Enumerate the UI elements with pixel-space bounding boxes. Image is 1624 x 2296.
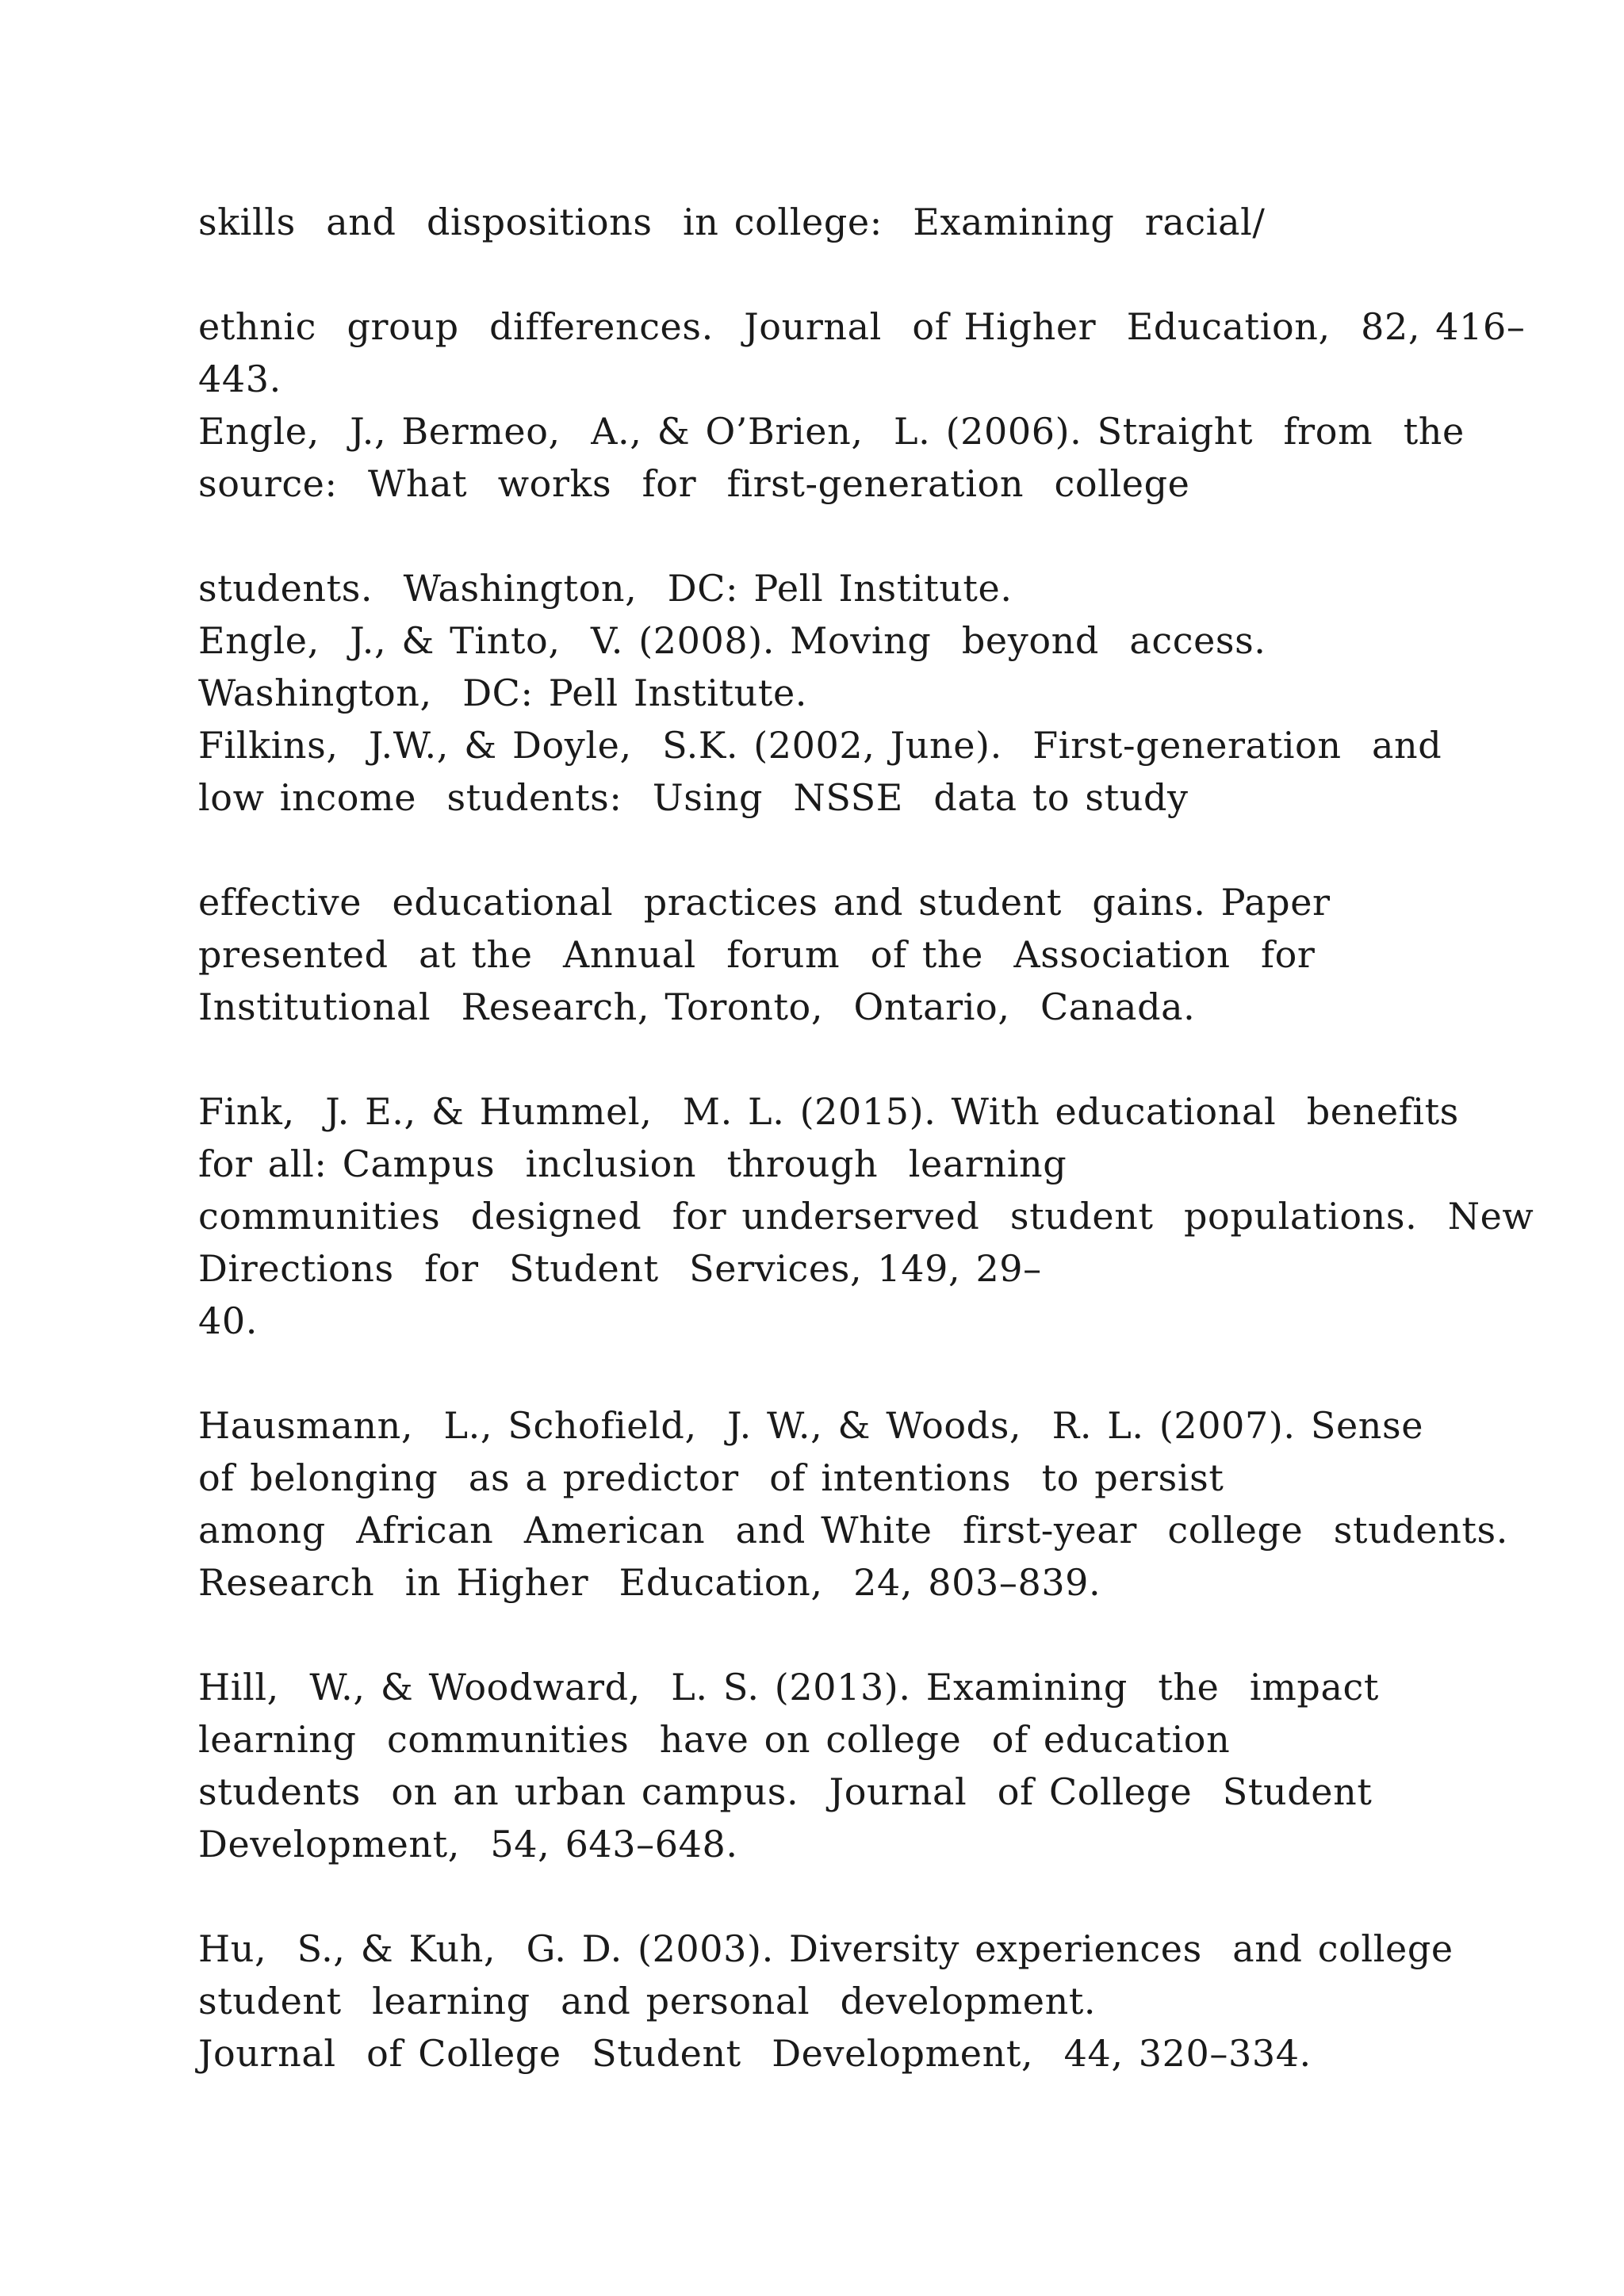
reference-line: Engle, J., & Tinto, V. (2008). Moving beyond access. [198, 619, 1266, 662]
reference-line: Journal of College Student Development, 44, 320–334. [198, 2032, 1312, 2075]
reference-line: for all: Campus inclusion through learning [198, 1142, 1067, 1185]
reference-line: students. Washington, DC: Pell Institute. [198, 567, 1013, 610]
reference-line: Research in Higher Education, 24, 803–839. [198, 1561, 1101, 1604]
reference-line: communities designed for underserved student populations. New [198, 1195, 1534, 1238]
reference-line: 443. [198, 358, 282, 400]
reference-line: skills and dispositions in college: Examining racial/ [198, 201, 1266, 243]
reference-line: students on an urban campus. Journal of College Student [198, 1770, 1373, 1813]
reference-line: presented at the Annual forum of the Association for [198, 933, 1316, 976]
reference-line: Institutional Research, Toronto, Ontario, Canada. [198, 985, 1196, 1028]
reference-line: ethnic group differences. Journal of Higher Education, 82, 416– [198, 305, 1526, 348]
reference-line: 40. [198, 1299, 258, 1342]
reference-line: effective educational practices and student gains. Paper [198, 881, 1331, 924]
reference-line: source: What works for first-generation college [198, 462, 1190, 505]
reference-line: Development, 54, 643–648. [198, 1823, 738, 1866]
reference-line: Filkins, J.W., & Doyle, S.K. (2002, June). First-generation and [198, 724, 1442, 767]
reference-line: Hausmann, L., Schofield, J. W., & Woods, R. L. (2007). Sense [198, 1404, 1424, 1447]
reference-line: among African American and White first-year college students. [198, 1509, 1508, 1552]
reference-line: student learning and personal development. [198, 1980, 1097, 2022]
reference-line: Hu, S., & Kuh, G. D. (2003). Diversity experiences and college [198, 1927, 1454, 1970]
reference-line: Engle, J., Bermeo, A., & O’Brien, L. (2006). Straight from the [198, 410, 1465, 453]
reference-line: learning communities have on college of education [198, 1718, 1231, 1761]
reference-line: of belonging as a predictor of intentions to persist [198, 1456, 1224, 1499]
reference-line: low income students: Using NSSE data to study [198, 776, 1189, 819]
reference-line: Washington, DC: Pell Institute. [198, 672, 807, 714]
reference-line: Directions for Student Services, 149, 29– [198, 1247, 1042, 1290]
reference-line: Hill, W., & Woodward, L. S. (2013). Examining the impact [198, 1666, 1379, 1709]
reference-line: Fink, J. E., & Hummel, M. L. (2015). With educational benefits [198, 1090, 1459, 1133]
